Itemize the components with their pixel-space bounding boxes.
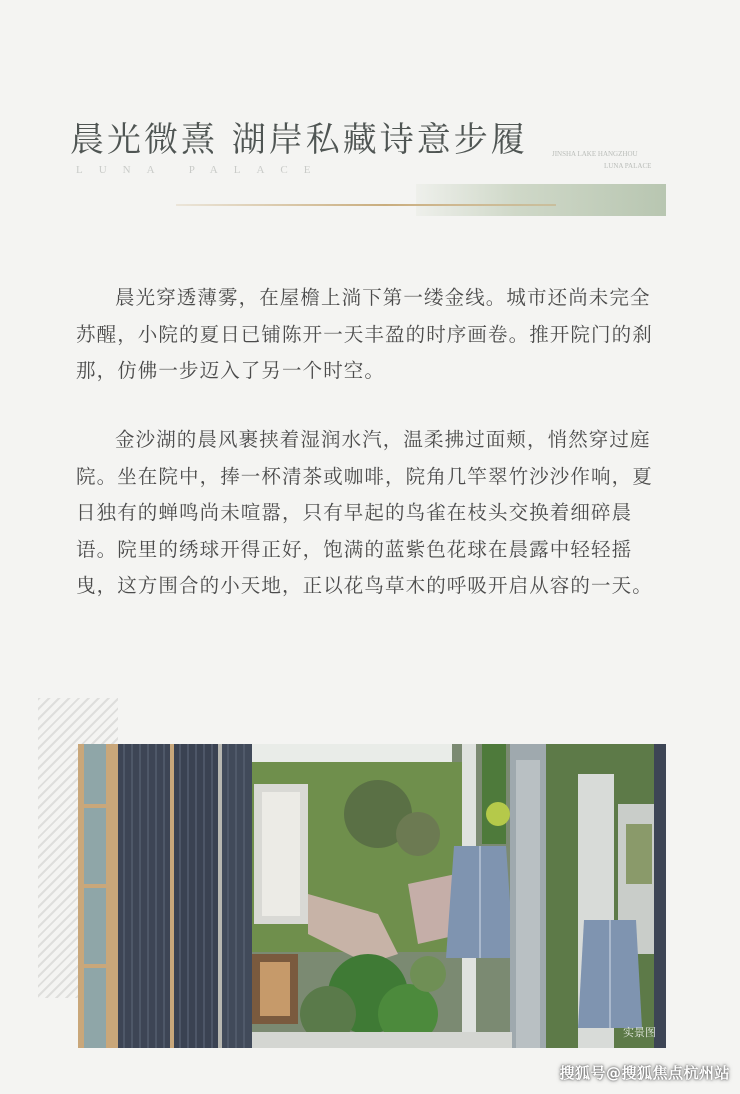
corner-tag [552,148,672,172]
corner-tag-line2: LUNA PALACE [604,162,652,170]
photo-illustration [78,744,666,1048]
paragraph-1: 晨光穿透薄雾，在屋檐上淌下第一缕金线。城市还尚未完全苏醒，小院的夏日已铺陈开一天丰盈的时序画卷。推开院门的刹那，仿佛一步迈入了另一个时空。 [76,286,653,382]
watermark: 搜狐号@搜狐焦点杭州站 [559,1064,730,1082]
article-title: 晨光微熹 湖岸私藏诗意步履 [70,120,528,160]
green-decor-band [416,184,666,216]
gold-divider-line [176,204,556,206]
article-subtitle: LUNA PALACE [76,164,327,176]
photo-label: 实景图 [623,1026,656,1039]
corner-tag-line1: JINSHA LAKE HANGZHOU [552,150,638,158]
courtyard-aerial-photo [78,744,666,1048]
paragraph-2: 金沙湖的晨风裹挟着湿润水汽，温柔拂过面颊，悄然穿过庭院。坐在院中，捧一杯清茶或咖啡，院角几竿翠竹沙沙作响，夏日独有的蝉鸣尚未喧嚣，只有早起的鸟雀在枝头交换着细碎晨语。院里的绣球开得正好，饱满的蓝紫色花球在晨露中轻轻摇曳，这方围合的小天地，正以花鸟草木的呼吸开启从容的一天。 [76,428,653,597]
